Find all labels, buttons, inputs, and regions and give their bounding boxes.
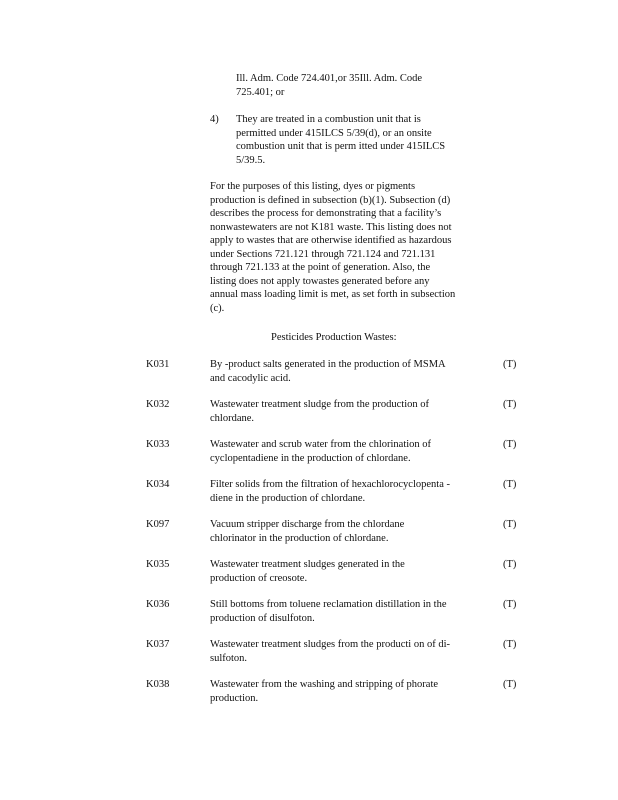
hazard-code: (T) — [503, 519, 517, 530]
table-row — [0, 358, 618, 398]
waste-code: K097 — [146, 519, 170, 530]
hazard-code: (T) — [503, 439, 517, 450]
waste-code: K038 — [146, 679, 170, 690]
waste-description: Wastewater and scrub water from the chlorination of cyclopentadiene in the production of chlordane. — [210, 439, 432, 464]
hazard-code: (T) — [503, 599, 517, 610]
hazard-code: (T) — [503, 359, 517, 370]
table-row — [0, 558, 618, 598]
waste-description: Wastewater treatment sludge from the production of chlordane. — [210, 399, 429, 424]
hazard-code: (T) — [503, 679, 517, 690]
waste-code: K036 — [146, 599, 170, 610]
section-heading: Pesticides Production Wastes: — [271, 332, 397, 343]
list-item-text: They are treated in a combustion unit that is permitted under 415ILCS 5/39(d), or an onsite combustion unit that is perm itted under 415ILCS 5/39.5. — [236, 114, 446, 166]
hazard-code: (T) — [503, 559, 517, 570]
continuation-text: Ill. Adm. Code 724.401,or 35Ill. Adm. Code 725.401; or — [236, 73, 423, 98]
hazard-code: (T) — [503, 639, 517, 650]
table-row — [0, 598, 618, 638]
list-item-number: 4) — [210, 114, 219, 125]
waste-code: K035 — [146, 559, 170, 570]
waste-description: Wastewater from the washing and stripping of phorate production. — [210, 679, 439, 704]
waste-description: Vacuum stripper discharge from the chlordane chlorinator in the production of chlordane. — [210, 519, 405, 544]
waste-description: Wastewater treatment sludges from the producti on of di- sulfoton. — [210, 639, 450, 664]
waste-code: K034 — [146, 479, 170, 490]
waste-code: K032 — [146, 399, 170, 410]
waste-description: By -product salts generated in the production of MSMA and cacodylic acid. — [210, 359, 446, 384]
table-row — [0, 438, 618, 478]
table-row — [0, 638, 618, 678]
waste-description: Still bottoms from toluene reclamation distillation in the production of disulfoton. — [210, 599, 447, 624]
table-row — [0, 398, 618, 438]
table-row — [0, 478, 618, 518]
table-row — [0, 678, 618, 718]
table-row — [0, 518, 618, 558]
waste-code: K037 — [146, 639, 170, 650]
waste-code: K031 — [146, 359, 170, 370]
hazard-code: (T) — [503, 479, 517, 490]
waste-description: Filter solids from the filtration of hexachlorocyclopenta - diene in the production of chlordane. — [210, 479, 450, 504]
waste-description: Wastewater treatment sludges generated in the production of creosote. — [210, 559, 405, 584]
hazard-code: (T) — [503, 399, 517, 410]
definition-paragraph: For the purposes of this listing, dyes or pigments production is defined in subsection (b)(1). Subsection (d) describes the process for demonstrating that a facility’s nonwastewaters are not K181 waste. This listing does not apply to wastes that are otherwise identified as hazardous under Sections 721.121 through 721.124 and 721.131 through 721.133 at the point of generation. Also, the listing does not apply towastes generated before any annual mass loading limit is met, as set forth in subsection (c). — [210, 181, 456, 314]
waste-code: K033 — [146, 439, 170, 450]
